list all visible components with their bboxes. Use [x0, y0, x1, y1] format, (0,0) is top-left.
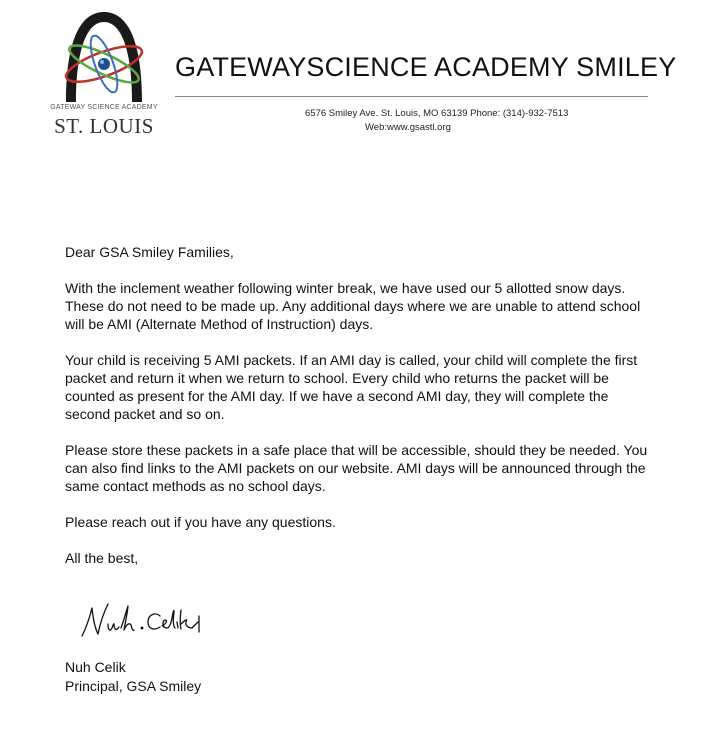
- address-line: 6576 Smiley Ave. St. Louis, MO 63139 Phone: (314)-932-7513: [305, 108, 569, 119]
- school-logo: [48, 6, 168, 136]
- letter-paragraph: Please reach out if you have any questions.: [65, 514, 336, 530]
- signer-title: Principal, GSA Smiley: [65, 677, 202, 694]
- letter-closing: All the best,: [65, 550, 139, 566]
- letter-greeting: Dear GSA Smiley Families,: [65, 244, 234, 260]
- letter-body: [65, 243, 655, 585]
- logo-caption: GATEWAY SCIENCE ACADEMY: [50, 104, 158, 111]
- website-line: Web:www.gsastl.org: [365, 122, 451, 133]
- handwritten-signature: [78, 598, 218, 647]
- letter-paragraph: Please store these packets in a safe place that will be accessible, should they be needed. You can also find links to the AMI packets on our website. AMI days will be announced through the same contact methods as no school days.: [65, 442, 648, 494]
- signer-block: [65, 658, 201, 695]
- signer-name: Nuh Celik: [65, 659, 126, 675]
- arch-atom-emblem: [48, 6, 160, 106]
- logo-city: ST. LOUIS: [54, 114, 154, 138]
- letter-paragraph: With the inclement weather following winter break, we have used our 5 allotted snow days. These do not need to be made up. Any additional days where we are unable to attend school will be AMI (Alternate Method of Instruction) days.: [65, 280, 641, 332]
- page-title: GATEWAYSCIENCE ACADEMY SMILEY: [175, 52, 677, 82]
- header-divider: [175, 96, 648, 97]
- letter-paragraph: Your child is receiving 5 AMI packets. If an AMI day is called, your child will complete the first packet and return it when we return to school. Every child who returns the packet will be counted as present for the AMI day. If we have a second AMI day, they will complete the second packet and so on.: [65, 352, 638, 422]
